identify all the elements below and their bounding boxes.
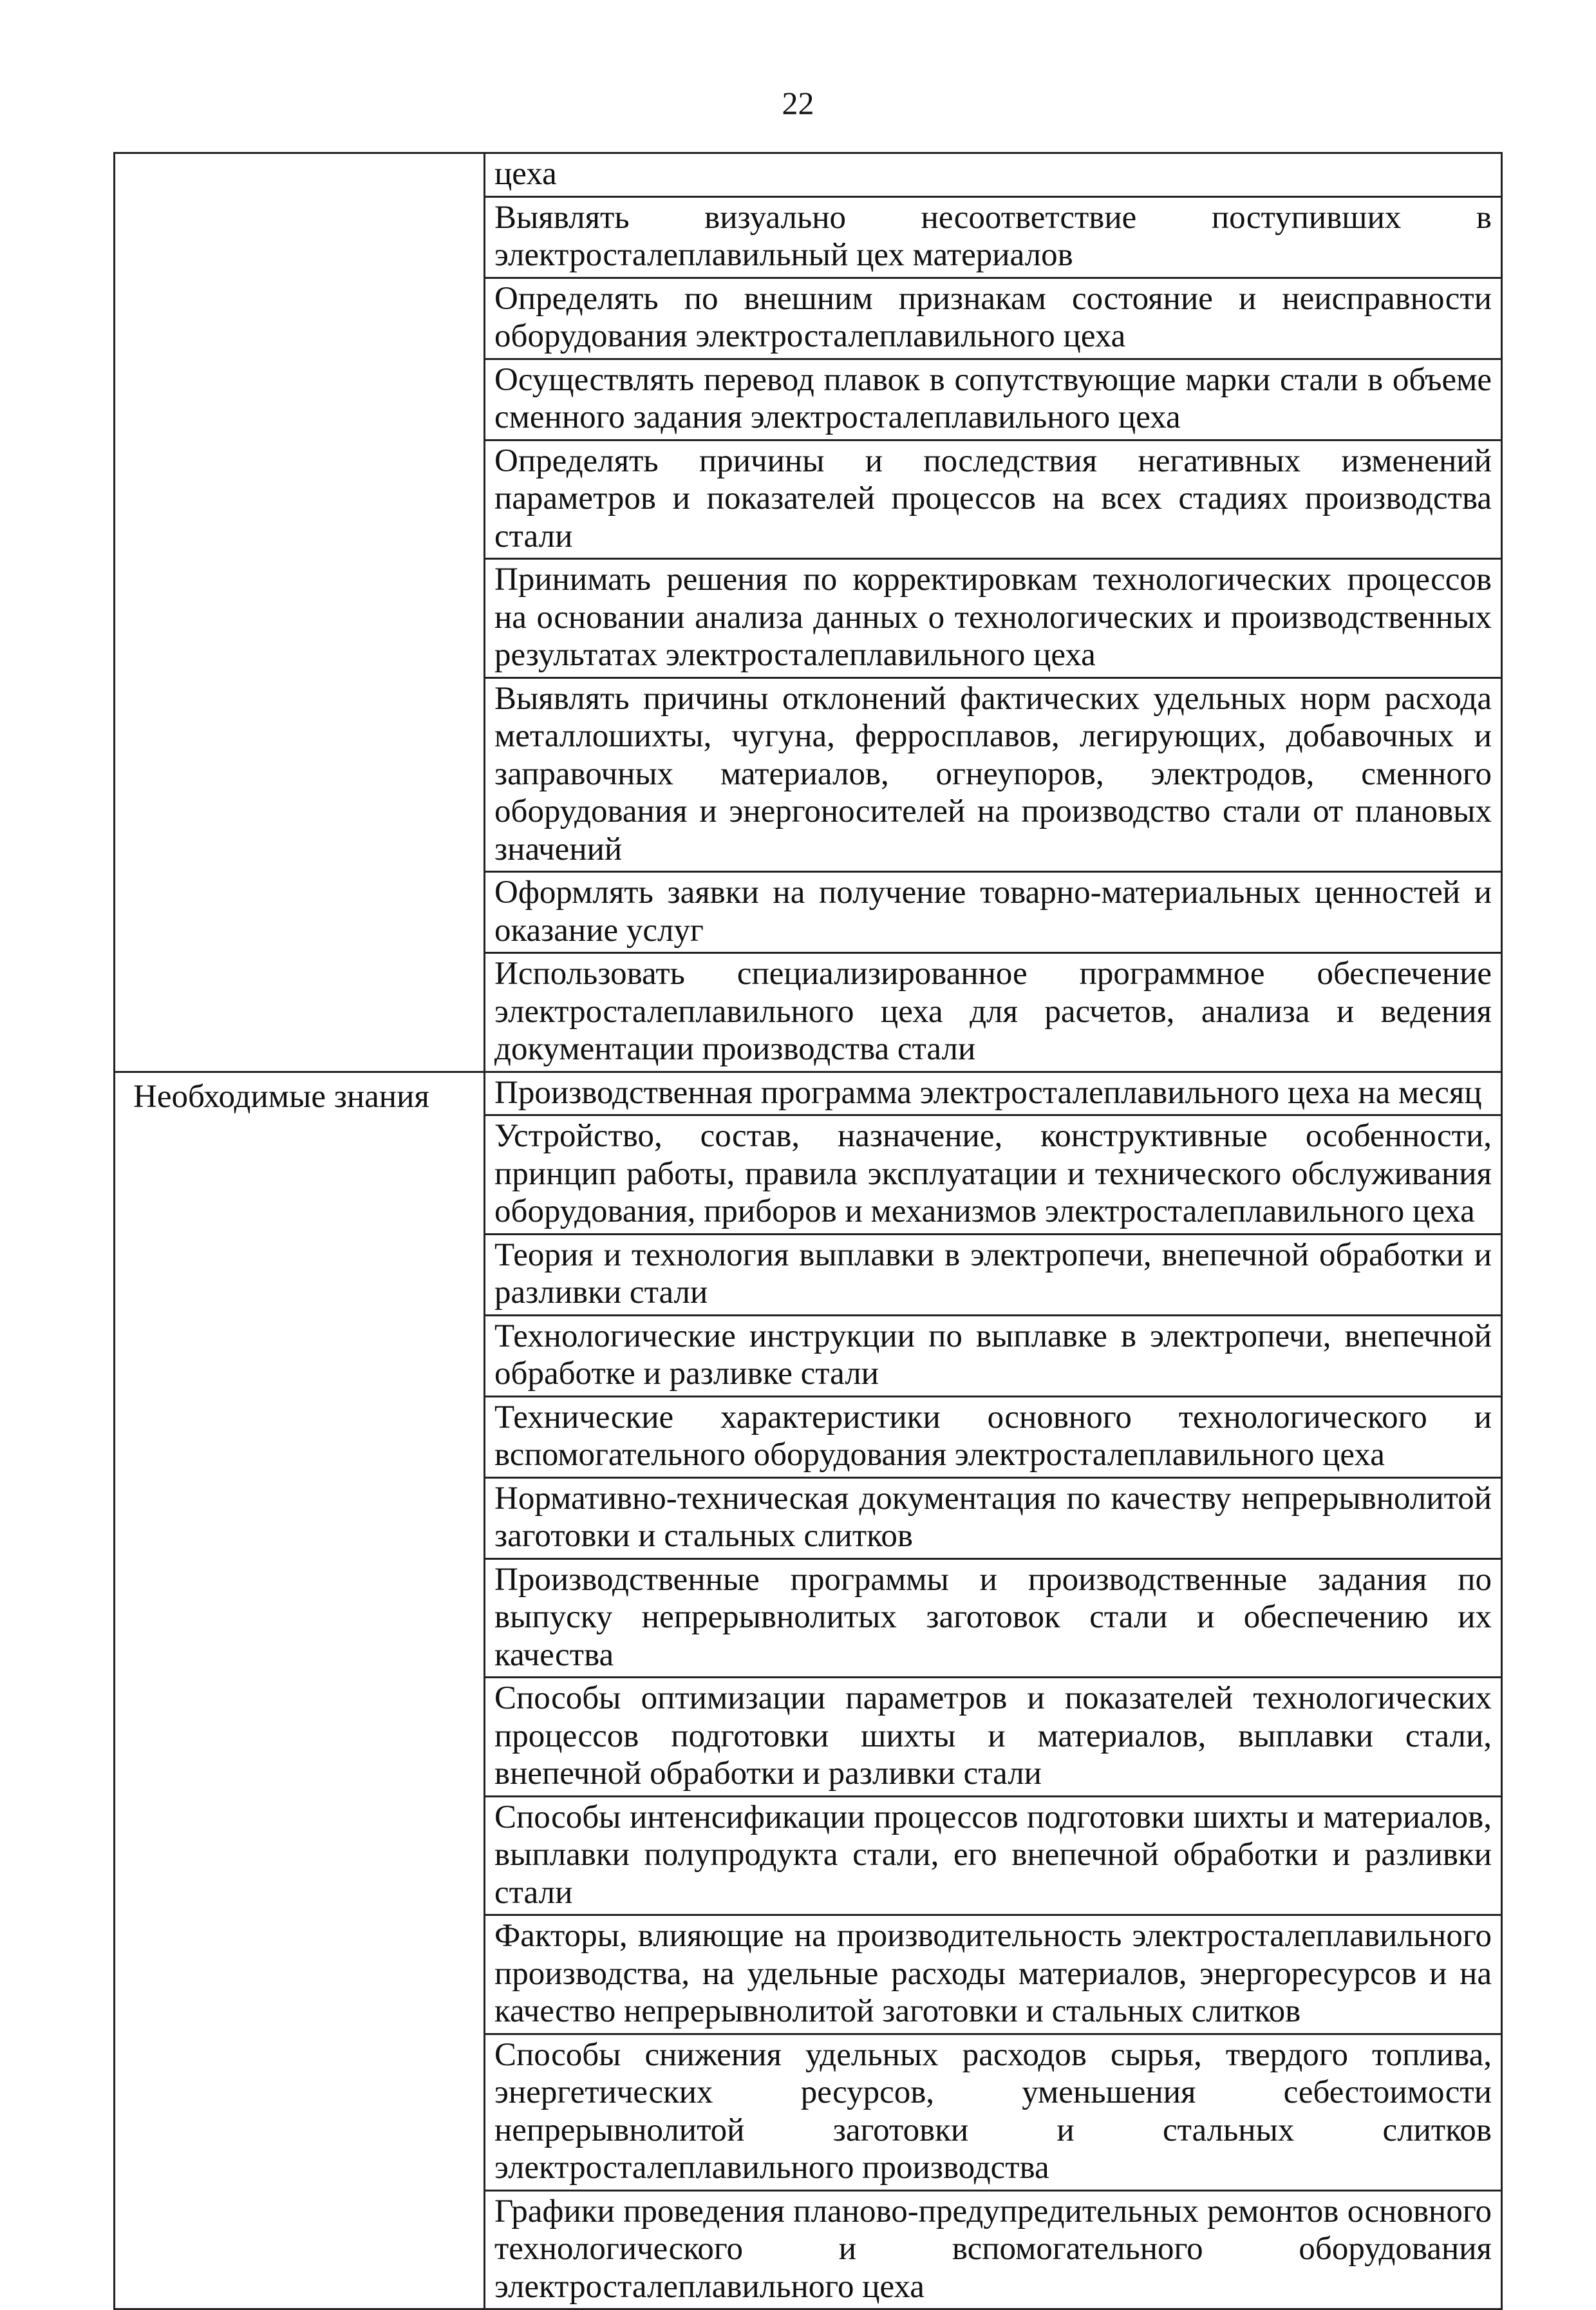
table-cell (485, 278, 1502, 359)
cell-text: Определять причины и последствия негативных изменений параметров и показателей процессов на всех стадиях производства стали (494, 442, 1492, 554)
table-cell (485, 1796, 1502, 1915)
page-number: 22 (782, 85, 814, 121)
table-cell (485, 440, 1502, 559)
cell-text: Способы снижения удельных расходов сырья, твердого топлива, энергетических ресурсов, уменьшения себестоимости непрерывнолитой заготовки и стальных слитков электросталеплавильного производства (494, 2036, 1492, 2186)
cell-text: Технические характеристики основного технологического и вспомогательного оборудования электросталеплавильного цеха (494, 1399, 1492, 1473)
cell-text: Выявлять визуально несоответствие поступивших в электросталеплавильный цех материалов (494, 199, 1492, 273)
cell-text: Теория и технология выплавки в электропечи, внепечной обработки и разливки стали (494, 1236, 1492, 1311)
knowledge-label: Необходимые знания (133, 1078, 429, 1115)
table-cell (485, 1315, 1502, 1396)
cell-text: цеха (494, 156, 557, 192)
cell-text: Графики проведения планово-предупредительных ремонтов основного технологического и вспомогательного оборудования электросталеплавильного цеха (494, 2193, 1492, 2305)
table-cell (485, 1477, 1502, 1558)
table-cell (485, 953, 1502, 1072)
table-cell (485, 872, 1502, 953)
table-cell (485, 1915, 1502, 2034)
competency-table (113, 152, 1503, 2310)
table-cell (485, 196, 1502, 278)
cell-text: Нормативно-техническая документация по качеству непрерывнолитой заготовки и стальных слитков (494, 1480, 1492, 1554)
skills-label-cell (115, 153, 485, 1072)
cell-text: Выявлять причины отклонений фактических удельных норм расхода металлошихты, чугуна, ферросплавов, легирующих, добавочных и заправочных материалов, огнеупоров, электродов, сменного оборудования и энергоносителей на производство стали от плановых значений (494, 680, 1492, 867)
cell-text: Использовать специализированное программное обеспечение электросталеплавильного цеха для расчетов, анализа и ведения документации производства стали (494, 956, 1492, 1067)
table-cell (485, 2190, 1502, 2309)
cell-text: Принимать решения по корректировкам технологических процессов на основании анализа данных о технологических и производственных результатах электросталеплавильного цеха (494, 562, 1492, 673)
cell-text: Производственные программы и производственные задания по выпуску непрерывнолитых заготовок стали и обеспечению их качества (494, 1561, 1492, 1673)
cell-text: Устройство, состав, назначение, конструктивные особенности, принцип работы, правила эксплуатации и технического обслуживания оборудования, приборов и механизмов электросталеплавильного цеха (494, 1118, 1492, 1229)
cell-text: Определять по внешним признакам состояние и неисправности оборудования электросталеплавильного цеха (494, 280, 1492, 354)
table-cell (485, 2034, 1502, 2190)
table-row (115, 153, 1502, 197)
table-row (115, 1072, 1502, 1115)
table-cell (485, 1558, 1502, 1678)
cell-text: Осуществлять перевод плавок в сопутствующие марки стали в объеме сменного задания электросталеплавильного цеха (494, 361, 1492, 435)
cell-text: Оформлять заявки на получение товарно-материальных ценностей и оказание услуг (494, 875, 1492, 949)
cell-text: Технологические инструкции по выплавке в электропечи, внепечной обработке и разливке стали (494, 1318, 1492, 1392)
table-cell (485, 359, 1502, 440)
table-cell (485, 1115, 1502, 1235)
cell-text: Способы интенсификации процессов подготовки шихты и материалов, выплавки полупродукта стали, его внепечной обработки и разливки стали (494, 1799, 1492, 1911)
table-cell (485, 559, 1502, 678)
knowledge-label-cell (115, 1072, 485, 2309)
table-cell (485, 1396, 1502, 1477)
table-cell (485, 677, 1502, 872)
cell-text: Производственная программа электросталеплавильного цеха на месяц (494, 1074, 1482, 1111)
cell-text: Факторы, влияющие на производительность электросталеплавильного производства, на удельные расходы материалов, энергоресурсов и на качество непрерывнолитой заготовки и стальных слитков (494, 1918, 1492, 2029)
table-cell (485, 153, 1502, 197)
table-cell (485, 1234, 1502, 1315)
table-cell (485, 1678, 1502, 1797)
cell-text: Способы оптимизации параметров и показателей технологических процессов подготовки шихты и материалов, выплавки стали, внепечной обработки и разливки стали (494, 1680, 1492, 1792)
table-cell (485, 1072, 1502, 1115)
